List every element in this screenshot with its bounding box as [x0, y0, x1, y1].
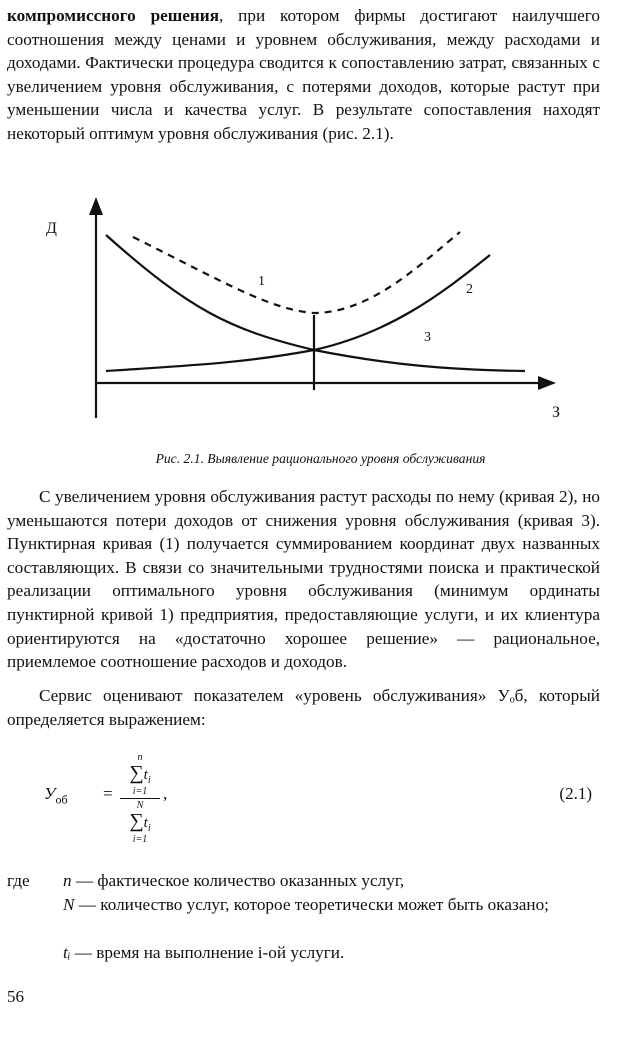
curve-2	[106, 255, 490, 371]
curve-label-2: 2	[466, 282, 473, 297]
page-number: 56	[7, 987, 24, 1006]
paragraph-explanation: С увеличением уровня обслуживания растут расходы по нему (кривая 2), но уменьшаются потери доходов от снижения уровня обслуживания (кривая 3). Пунктирная кривая (1) получается суммированием координат двух названных составляющих. В связи со значительными трудностями поиска и практической реализации оптимального уровня обслуживания (минимум ординаты пунктирной кривой 1) предприятия, предоставляющие услуги, и их клиентура ориентируются на «достаточно хорошее решение» — рациональное, приемлемое соотношение расходов и доходов.	[7, 487, 600, 672]
service-level-figure	[0, 185, 641, 430]
numerator-lower-limit: i=1	[132, 786, 148, 797]
x-axis-arrow	[538, 376, 556, 390]
figure-caption: Рис. 2.1. Выявление рационального уровня обслуживания	[155, 451, 486, 466]
paragraph-intro	[7, 4, 600, 146]
x-axis-label: З	[552, 404, 561, 421]
definitions-where: где	[7, 871, 30, 890]
curve-label-1: 1	[258, 274, 265, 289]
formula-fraction	[120, 752, 160, 845]
y-axis-label: Д	[46, 220, 57, 237]
formula-number: (2.1)	[559, 784, 592, 803]
formula-equals: =	[103, 784, 113, 803]
fraction-bar	[120, 798, 160, 799]
y-axis-arrow	[89, 197, 103, 215]
formula-2-1	[40, 748, 600, 858]
sum-symbol: ∑	[129, 810, 144, 832]
paragraph-service-level: Сервис оценивают показателем «уровень обслуживания» Уₒб, который определяется выражением:	[7, 686, 600, 729]
curve-label-3: 3	[424, 330, 431, 345]
definition-N: N — количество услуг, которое теоретически может быть оказано;	[63, 895, 549, 914]
curve-1-dashed	[133, 232, 460, 313]
numerator-term: $t_i$	[143, 767, 151, 786]
denominator-lower-limit: i=1	[132, 834, 148, 845]
intro-rest: , при котором фирмы достигают наилучшего соотношения между ценами и уровнем обслуживания, между расходами и доходами. Фактически процедура сводится к сопоставлению затрат, связанных с увеличением уровня обслуживания, с потерями доходов, которые растут при уменьшении числа и качества услуг. В результате сопоставления находят некоторый оптимум уровня обслуживания (рис. 2.1).	[7, 6, 600, 143]
denominator-upper-limit: N	[136, 800, 144, 811]
formula-comma: ,	[163, 784, 168, 803]
numerator-upper-limit: n	[137, 752, 143, 763]
definition-n: n — фактическое количество оказанных услуг,	[63, 871, 405, 890]
definition-t: tᵢ — время на выполнение i-ой услуги.	[63, 943, 345, 962]
denominator-term: $t_i$	[143, 815, 151, 834]
formula-lhs: $У_{об}$	[44, 784, 68, 807]
sum-symbol: ∑	[129, 762, 144, 784]
intro-lead: компромиссного решения	[7, 6, 220, 25]
